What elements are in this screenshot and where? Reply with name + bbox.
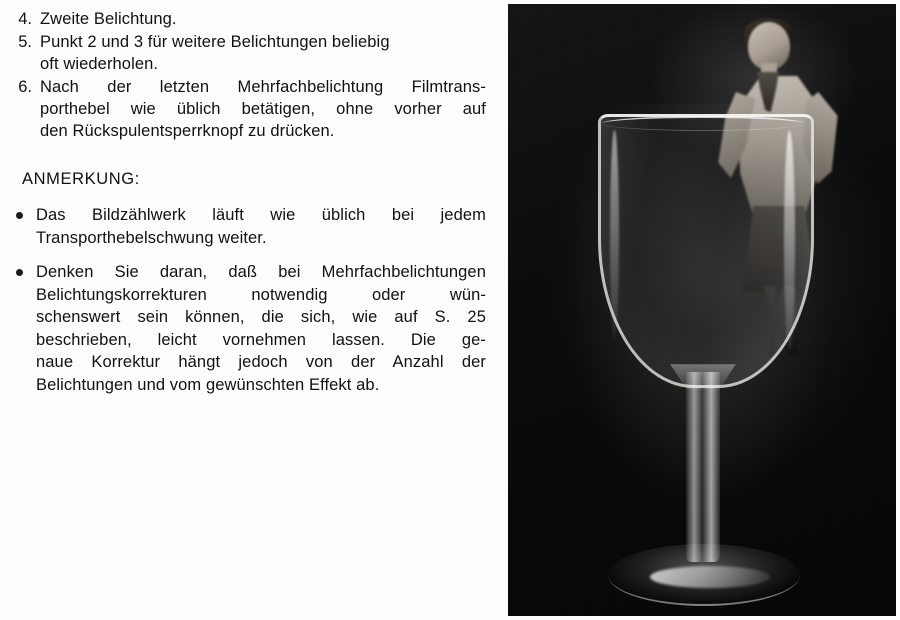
glass-highlight-right — [784, 130, 795, 350]
text-line: naue Korrektur hängt jedoch von der Anzahl der — [36, 353, 486, 371]
text-line: Belichtungen und vom gewünschten Effekt ab. — [36, 375, 380, 394]
text-line: Nach der letzten Mehrfachbelichtung Filmtrans- — [40, 78, 486, 96]
text-line: den Rückspulentsperrknopf zu drücken. — [40, 122, 335, 140]
list-item — [14, 76, 486, 142]
numbered-instruction-list — [14, 8, 486, 142]
list-item — [14, 31, 486, 75]
photograph — [508, 4, 896, 616]
glass-stem — [686, 372, 720, 562]
text-line: beschrieben, leicht vornehmen lassen. Die ge- — [36, 330, 486, 349]
text-line: Belichtungskorrekturen notwendig oder wün- — [36, 285, 486, 304]
text-line: schenswert sein können, die sich, wie auf S. 25 — [36, 308, 486, 326]
list-item-text — [40, 31, 486, 75]
list-item-number: 5. — [18, 33, 32, 51]
glass-foot-highlight — [650, 566, 770, 588]
list-item-text — [40, 8, 486, 30]
text-line: Zweite Belichtung. — [40, 10, 177, 28]
bullet-dot-icon — [14, 261, 36, 276]
list-item-number: 6. — [18, 78, 32, 96]
text-line: oft wiederholen. — [40, 55, 159, 73]
text-line: Punkt 2 und 3 für weitere Belichtungen beliebig — [40, 33, 390, 51]
list-item — [14, 261, 486, 396]
list-item — [14, 8, 486, 30]
text-line: Denken Sie daran, daß bei Mehrfachbelichtungen — [36, 263, 486, 281]
note-bullet-list — [14, 204, 486, 396]
text-line: Transporthebelschwung weiter. — [36, 228, 267, 247]
list-item — [14, 204, 486, 249]
text-line: Das Bildzählwerk läuft wie üblich bei jedem — [36, 206, 486, 224]
bullet-dot-icon — [14, 204, 36, 219]
text-line: porthebel wie üblich betätigen, ohne vorher auf — [40, 100, 486, 118]
glass-rim-highlight — [602, 116, 804, 131]
list-item-text — [36, 204, 486, 249]
glass-bowl — [598, 114, 814, 388]
wine-glass — [598, 114, 808, 614]
section-heading: ANMERKUNG: — [22, 170, 140, 188]
list-item-number: 4. — [18, 10, 32, 28]
glass-highlight-left — [610, 130, 619, 340]
list-item-text — [36, 261, 486, 396]
list-item-text — [40, 76, 486, 142]
